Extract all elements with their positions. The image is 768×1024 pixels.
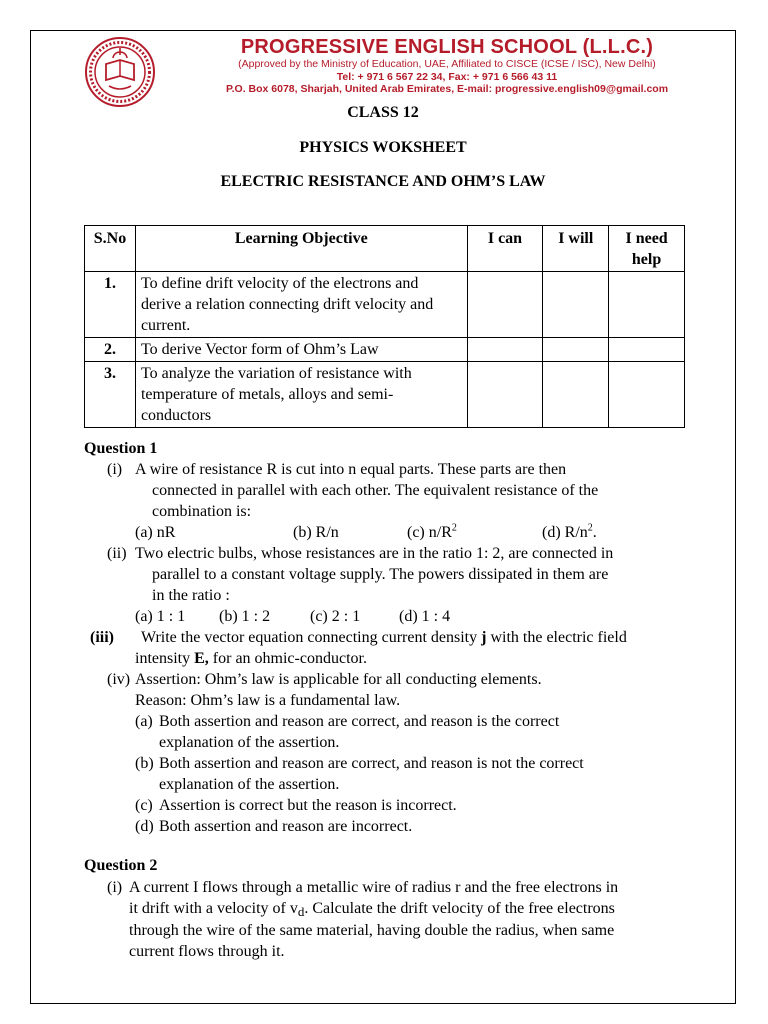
check-cell-i-need-help[interactable] xyxy=(609,362,685,428)
table-row xyxy=(85,362,685,428)
q1-iv-option-b-label: (b) xyxy=(135,755,154,772)
q1-iv-assertion: Assertion: Ohm’s law is applicable for all conducting elements. xyxy=(135,671,542,688)
q1-i-option-b: (b) R/n xyxy=(293,524,339,541)
check-cell-i-can[interactable] xyxy=(467,362,543,428)
q2-i-text-line2: it drift with a velocity of $v_d$. Calculate the drift velocity of the free electrons xyxy=(129,900,615,919)
school-phone: Tel: + 971 6 567 22 34, Fax: + 971 6 566 43 11 xyxy=(336,70,558,83)
q1-i-text-line3: combination is: xyxy=(152,503,252,520)
q1-iv-number: (iv) xyxy=(107,671,131,688)
q1-ii-number: (ii) xyxy=(107,545,127,562)
q1-iv-option-a-line1: Both assertion and reason are correct, and reason is the correct xyxy=(159,713,560,730)
q1-ii-option-a: (a) 1 : 1 xyxy=(135,608,186,625)
check-cell-i-will[interactable] xyxy=(543,338,609,362)
row-objective: To analyze the variation of resistance with temperature of metals, alloys and semi-conductors xyxy=(135,362,467,428)
q2-i-text-line4: current flows through it. xyxy=(129,943,285,960)
header-sno: S.No xyxy=(85,226,136,272)
q2-i-number: (i) xyxy=(107,879,123,896)
q1-i-text-line2: connected in parallel with each other. The equivalent resistance of the xyxy=(152,482,599,499)
q1-iv-option-d-line1: Both assertion and reason are incorrect. xyxy=(159,818,413,835)
q1-iv-option-b-line2: explanation of the assertion. xyxy=(159,776,340,793)
table-header-row xyxy=(85,226,685,272)
check-cell-i-will[interactable] xyxy=(543,272,609,338)
row-sno: 3. xyxy=(85,362,136,428)
header-i-need-help: I need help xyxy=(609,226,685,272)
row-sno: 1. xyxy=(85,272,136,338)
q1-i-option-c: (c) $n/R^2$ xyxy=(407,522,457,541)
row-objective: To define drift velocity of the electrons and derive a relation connecting drift velocity and current. xyxy=(135,272,467,338)
school-name: PROGRESSIVE ENGLISH SCHOOL (L.L.C.) xyxy=(240,36,654,58)
question-2-heading: Question 2 xyxy=(84,857,158,874)
q1-i-text-line1: A wire of resistance R is cut into n equal parts. These parts are then xyxy=(135,461,567,478)
q1-iv-option-c-label: (c) xyxy=(135,797,153,814)
school-address: P.O. Box 6078, Sharjah, United Arab Emirates, E-mail: progressive.english09@gmail.com xyxy=(225,83,669,95)
q1-i-option-a: (a) nR xyxy=(135,524,176,541)
header-i-can: I can xyxy=(467,226,543,272)
q2-i-text-line3: through the wire of the same material, having double the radius, when same xyxy=(129,922,615,939)
learning-objectives-table xyxy=(84,225,685,428)
q1-iv-option-b-line1: Both assertion and reason are correct, and reason is not the correct xyxy=(159,755,584,772)
q1-i-number: (i) xyxy=(107,461,123,478)
check-cell-i-need-help[interactable] xyxy=(609,338,685,362)
check-cell-i-can[interactable] xyxy=(467,272,543,338)
q1-iv-reason: Reason: Ohm’s law is a fundamental law. xyxy=(135,692,401,709)
table-row xyxy=(85,272,685,338)
row-objective: To derive Vector form of Ohm’s Law xyxy=(135,338,467,362)
topic-title: ELECTRIC RESISTANCE AND OHM’S LAW xyxy=(220,173,546,190)
q1-iv-option-a-label: (a) xyxy=(135,713,153,730)
header-objective: Learning Objective xyxy=(135,226,467,272)
q1-ii-option-d: (d) 1 : 4 xyxy=(399,608,451,625)
q1-iv-option-c-line1: Assertion is correct but the reason is incorrect. xyxy=(159,797,457,814)
school-header xyxy=(212,36,682,96)
q1-ii-text-line2: parallel to a constant voltage supply. The powers dissipated in them are xyxy=(152,566,609,583)
school-approval: (Approved by the Ministry of Education, UAE, Affiliated to CISCE (ICSE / ISC), New Delhi) xyxy=(238,58,656,70)
q1-ii-text-line1: Two electric bulbs, whose resistances are in the ratio 1: 2, are connected in xyxy=(135,545,614,562)
header-i-will: I will xyxy=(543,226,609,272)
q1-ii-text-line3: in the ratio : xyxy=(152,587,230,604)
q1-iii-number: (iii) xyxy=(90,629,114,646)
table-row xyxy=(85,338,685,362)
check-cell-i-can[interactable] xyxy=(467,338,543,362)
q1-ii-option-c: (c) 2 : 1 xyxy=(310,608,361,625)
q1-iii-text-line1: Write the vector equation connecting current density j with the electric field xyxy=(141,629,627,646)
class-title: CLASS 12 xyxy=(347,104,419,121)
school-logo xyxy=(84,36,156,108)
check-cell-i-need-help[interactable] xyxy=(609,272,685,338)
q1-iii-text-line2: intensity E, for an ohmic-conductor. xyxy=(135,650,367,667)
q1-i-option-d: (d) $R/n^2$. xyxy=(542,522,597,541)
q1-iv-option-a-line2: explanation of the assertion. xyxy=(159,734,340,751)
q2-i-text-line1: A current I flows through a metallic wire of radius r and the free electrons in xyxy=(129,879,619,896)
worksheet-title: PHYSICS WOKSHEET xyxy=(299,139,467,156)
question-1-heading: Question 1 xyxy=(84,440,158,457)
q1-iv-option-d-label: (d) xyxy=(135,818,154,835)
check-cell-i-will[interactable] xyxy=(543,362,609,428)
q1-ii-option-b: (b) 1 : 2 xyxy=(219,608,271,625)
row-sno: 2. xyxy=(85,338,136,362)
